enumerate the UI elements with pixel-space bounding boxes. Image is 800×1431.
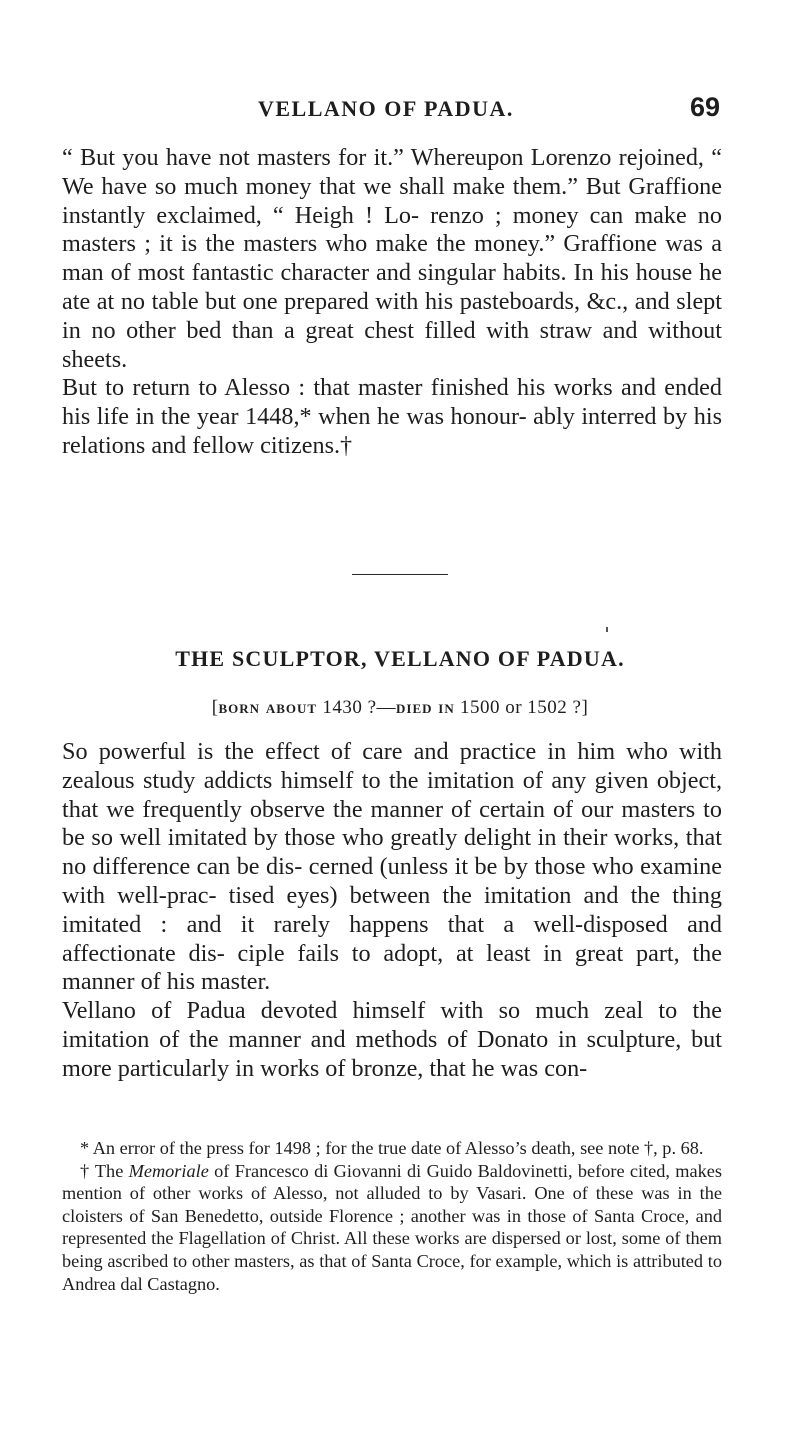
chapter-body [62, 738, 722, 1084]
chapter-title: THE SCULPTOR, VELLANO OF PADUA. [175, 646, 625, 671]
footnote-dagger-mark: † The [80, 1160, 129, 1181]
born-label: born about [218, 697, 318, 718]
footnote-asterisk: * An error of the press for 1498 ; for the true date of Alesso’s death, see note †, p. 68. [80, 1138, 704, 1158]
paragraph-alesso-death: But to return to Alesso : that master finished his works and ended his life in the year 1448,* when he was honour- ably interred by his relations and fellow citizens.† [62, 374, 722, 459]
print-speck [606, 627, 608, 632]
page-number: 69 [689, 92, 720, 122]
chapter-dates [0, 697, 800, 719]
born-year: 1430 ?— [322, 697, 396, 718]
dates-close-bracket: ] [581, 697, 589, 718]
footnote-dagger-text: of Francesco di Giovanni di Guido Baldovinetti, before cited, makes mention of other works of Alesso, not alluded to by Vasari. One of these was in the cloisters of San Benedetto, outside Florence ; another was in those of Santa Croce, and represented the Flagellation of Christ. All these works are dispersed or lost, some of them being ascribed to other masters, as that of Santa Croce, for example, which is attributed to Andrea dal Castagno. [62, 1160, 722, 1294]
running-head [258, 92, 720, 136]
footnotes [62, 1137, 722, 1295]
died-years: 1500 or 1502 ? [459, 697, 582, 718]
footnote-memoriale-title: Memoriale [128, 1160, 209, 1181]
died-label: died in [396, 697, 455, 718]
paragraph-vellano: Vellano of Padua devoted himself with so much zeal to the imitation of the manner and methods of Donato in sculpture, but more particularly in works of bronze, that he was con- [62, 997, 722, 1082]
footnote-dagger [62, 1160, 722, 1296]
paragraph-graffione: “ But you have not masters for it.” Whereupon Lorenzo rejoined, “ We have so much money that we shall make them.” But Graffione instantly exclaimed, “ Heigh ! Lo- renzo ; money can make no masters ; it is the masters who make the money.” Graffione was a man of most fantastic character and singular habits. In his house he ate at no table but one prepared with his pasteboards, &c., and slept in no other bed than a great chest filled with straw and without sheets. [62, 144, 722, 373]
running-head-title: VELLANO OF PADUA. [258, 96, 514, 121]
paragraph-imitation: So powerful is the effect of care and practice in him who with zealous study addicts himself to the imitation of any given object, that we frequently observe the manner of certain of our masters to be so well imitated by those who greatly delight in their works, that no difference can be dis- cerned (unless it be by those who examine with well-prac- tised eyes) between the imitation and the thing imitated : and it rarely happens that a well-disposed and affectionate dis- ciple fails to adopt, at least in great part, the manner of his master. [62, 738, 722, 996]
dates-open-bracket: [ [211, 697, 219, 718]
previous-chapter-ending [62, 144, 722, 461]
section-divider [352, 574, 448, 575]
